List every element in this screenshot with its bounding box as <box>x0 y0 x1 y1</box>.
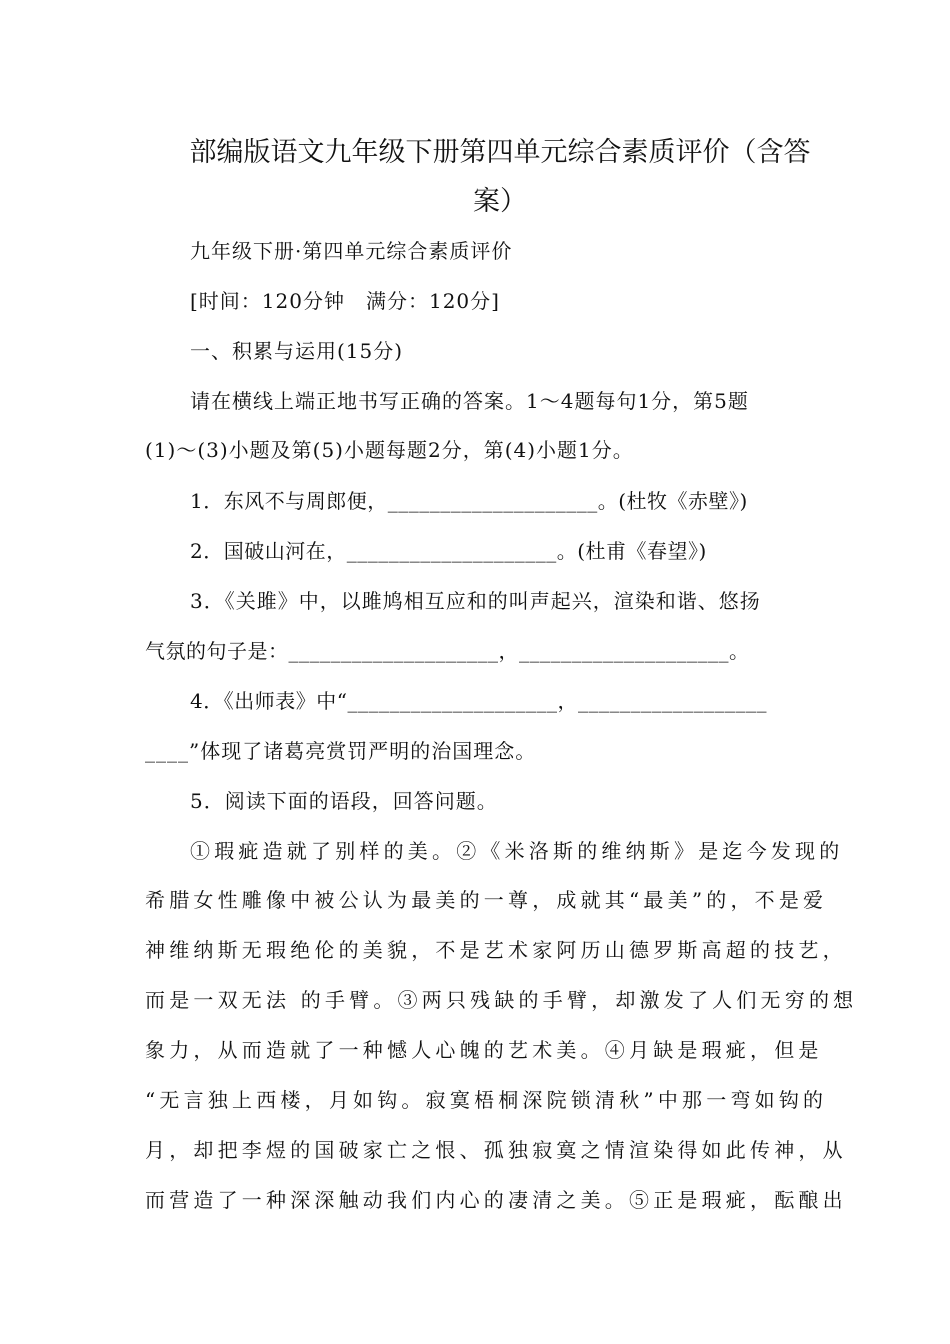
section-heading: 一、积累与运用(15分) <box>190 339 404 363</box>
instruction-line-1: 请在横线上端正地书写正确的答案。1～4题每句1分，第5题 <box>190 389 749 413</box>
passage-line: 月，却把李煜的国破家亡之恨、孤独寂寞之情渲染得如此传神，从 <box>145 1138 847 1162</box>
passage-line: ①瑕疵造就了别样的美。②《米洛斯的维纳斯》是迄今发现的 <box>190 839 844 863</box>
question-3-line-1: 3．《关雎》中，以雎鸠相互应和的叫声起兴，渲染和谐、悠扬 <box>190 589 761 613</box>
passage-line: 希腊女性雕像中被公认为最美的一尊，成就其“最美”的，不是爱 <box>145 888 828 912</box>
document-title-line-1: 部编版语文九年级下册第四单元综合素质评价（含答 <box>189 137 811 168</box>
question-4-line-1: 4．《出师表》中“____________________，__________________ <box>190 689 767 713</box>
question-1: 1．东风不与周郎便，____________________。(杜牧《赤壁》) <box>190 489 748 513</box>
exam-time-info: [时间：120分钟 满分：120分] <box>190 289 500 313</box>
passage-line: 而是一双无法 的手臂。③两只残缺的手臂，却激发了人们无穷的想 <box>145 988 858 1012</box>
question-4-line-2: ____”体现了诸葛亮赏罚严明的治国理念。 <box>145 739 537 763</box>
question-2: 2．国破山河在，____________________。(杜甫《春望》) <box>190 539 707 563</box>
passage-line: 神维纳斯无瑕绝伦的美貌，不是艺术家阿历山德罗斯高超的技艺， <box>145 938 847 962</box>
passage-line: “无言独上西楼，月如钩。寂寞梧桐深院锁清秋”中那一弯如钩的 <box>145 1088 828 1112</box>
question-3-line-2: 气氛的句子是：____________________，____________________。 <box>145 639 750 663</box>
passage-line: 象力，从而造就了一种憾人心魄的艺术美。④月缺是瑕疵，但是 <box>145 1038 823 1062</box>
instruction-line-2: (1)～(3)小题及第(5)小题每题2分，第(4)小题1分。 <box>145 438 634 462</box>
passage-line: 而营造了一种深深触动我们内心的凄清之美。⑤正是瑕疵，酝酿出 <box>145 1188 847 1212</box>
exam-subtitle: 九年级下册·第四单元综合素质评价 <box>190 239 513 263</box>
document-title-line-2: 案） <box>473 186 527 217</box>
question-5: 5．阅读下面的语段，回答问题。 <box>190 789 498 813</box>
